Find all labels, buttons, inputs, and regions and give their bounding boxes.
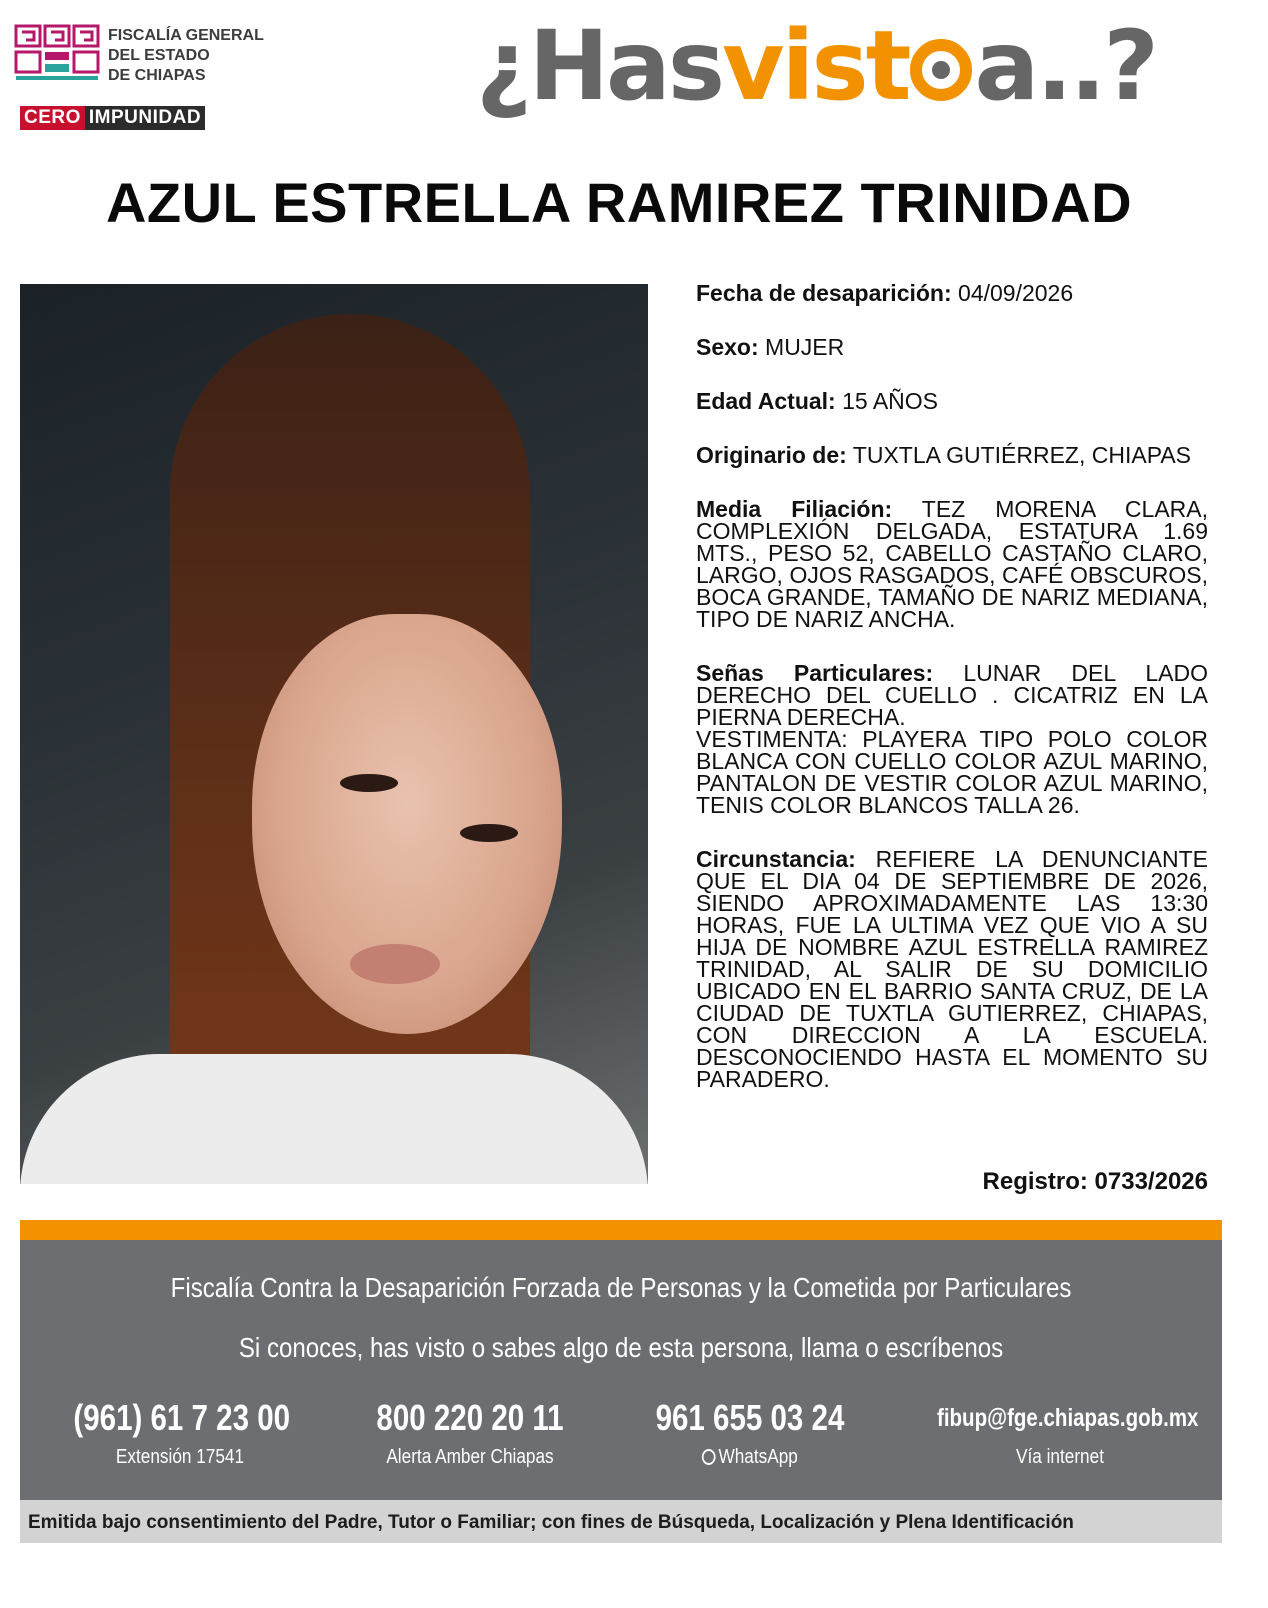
footer-agency: Fiscalía Contra la Desaparición Forzada de Personas y la Cometida por Particulares	[170, 1272, 1072, 1303]
has-visto-a-brand: ¿Hasvist a..?	[476, 10, 1156, 122]
contact-email[interactable]: fibup@fge.chiapas.gob.mx Vía internet	[937, 1404, 1199, 1468]
footer-call-to-action: Si conoces, has visto o sabes algo de esta persona, llama o escríbenos	[238, 1332, 1004, 1363]
eye-icon	[910, 39, 972, 101]
sexo-row: Sexo: MUJER	[696, 334, 845, 360]
fge-chiapas-logo	[14, 24, 284, 134]
cero-impunidad-badge: CERO IMPUNIDAD	[20, 106, 205, 130]
contact-phone-main[interactable]: (961) 61 7 23 00 Extensión 17541	[73, 1397, 291, 1468]
senas-row: Señas Particulares: LUNAR DEL LADO DERECHO DEL CUELLO . CICATRIZ EN LA PIERNA DERECHA. VESTIMENTA: PLAYERA TIPO POLO COLOR BLANCA CON CUELLO COLOR AZUL MARINO, PANTALON DE VESTIR COLOR AZUL MARINO, TENIS COLOR BLANCOS TALLA 26.	[696, 660, 1209, 818]
contact-footer	[20, 1240, 1222, 1543]
fge-logo-text: FISCALÍA GENERAL DEL ESTADO DE CHIAPAS	[108, 27, 264, 84]
registro-number: Registro: 0733/2026	[982, 1168, 1208, 1195]
person-details	[696, 282, 1208, 1122]
filiacion-row: Media Filiación: TEZ MORENA CLARA, COMPLEXIÓN DELGADA, ESTATURA 1.69 MTS., PESO 52, CABELLO CASTAÑO CLARO, LARGO, OJOS RASGADOS, CAFÉ OBSCUROS, BOCA GRANDE, TAMAÑO DE NARIZ MEDIANA, TIPO DE NARIZ ANCHA.	[696, 496, 1208, 632]
fecha-row: Fecha de desaparición: 04/09/2026	[696, 280, 1074, 306]
consent-disclaimer: Emitida bajo consentimiento del Padre, Tutor o Familiar; con fines de Búsqueda, Localización y Plena Identificación	[20, 1500, 1222, 1543]
edad-row: Edad Actual: 15 AÑOS	[696, 388, 938, 414]
originario-row: Originario de: TUXTLA GUTIÉRREZ, CHIAPAS	[696, 442, 1192, 468]
contact-whatsapp[interactable]: 961 655 03 24 WhatsApp	[655, 1397, 845, 1468]
missing-person-name: AZUL ESTRELLA RAMIREZ TRINIDAD	[105, 171, 1133, 234]
missing-person-photo	[20, 284, 648, 1184]
fge-emblem-icon	[14, 24, 100, 84]
vestimenta-text: VESTIMENTA: PLAYERA TIPO POLO COLOR BLANCA CON CUELLO COLOR AZUL MARINO, PANTALON DE VESTIR COLOR AZUL MARINO, TENIS COLOR BLANCOS TALLA 26.	[696, 726, 1208, 818]
contact-amber-alert[interactable]: 800 220 20 11 Alerta Amber Chiapas	[376, 1397, 564, 1468]
orange-divider	[20, 1220, 1222, 1240]
circunstancia-row: Circunstancia: REFIERE LA DENUNCIANTE QUE EL DIA 04 DE SEPTIEMBRE DE 2026, SIENDO APROXIMADAMENTE LAS 13:30 HORAS, FUE LA ULTIMA VEZ QUE VIO A SU HIJA DE NOMBRE AZUL ESTRELLA RAMIREZ TRINIDAD, AL SALIR DE SU DOMICILIO UBICADO EN EL BARRIO SANTA CRUZ, DE LA CIUDAD DE TUXTLA GUTIERREZ, CHIAPAS, CON DIRECCION A LA ESCUELA. DESCONOCIENDO HASTA EL MOMENTO SU PARADERO.	[696, 846, 1208, 1092]
whatsapp-icon	[702, 1449, 716, 1465]
